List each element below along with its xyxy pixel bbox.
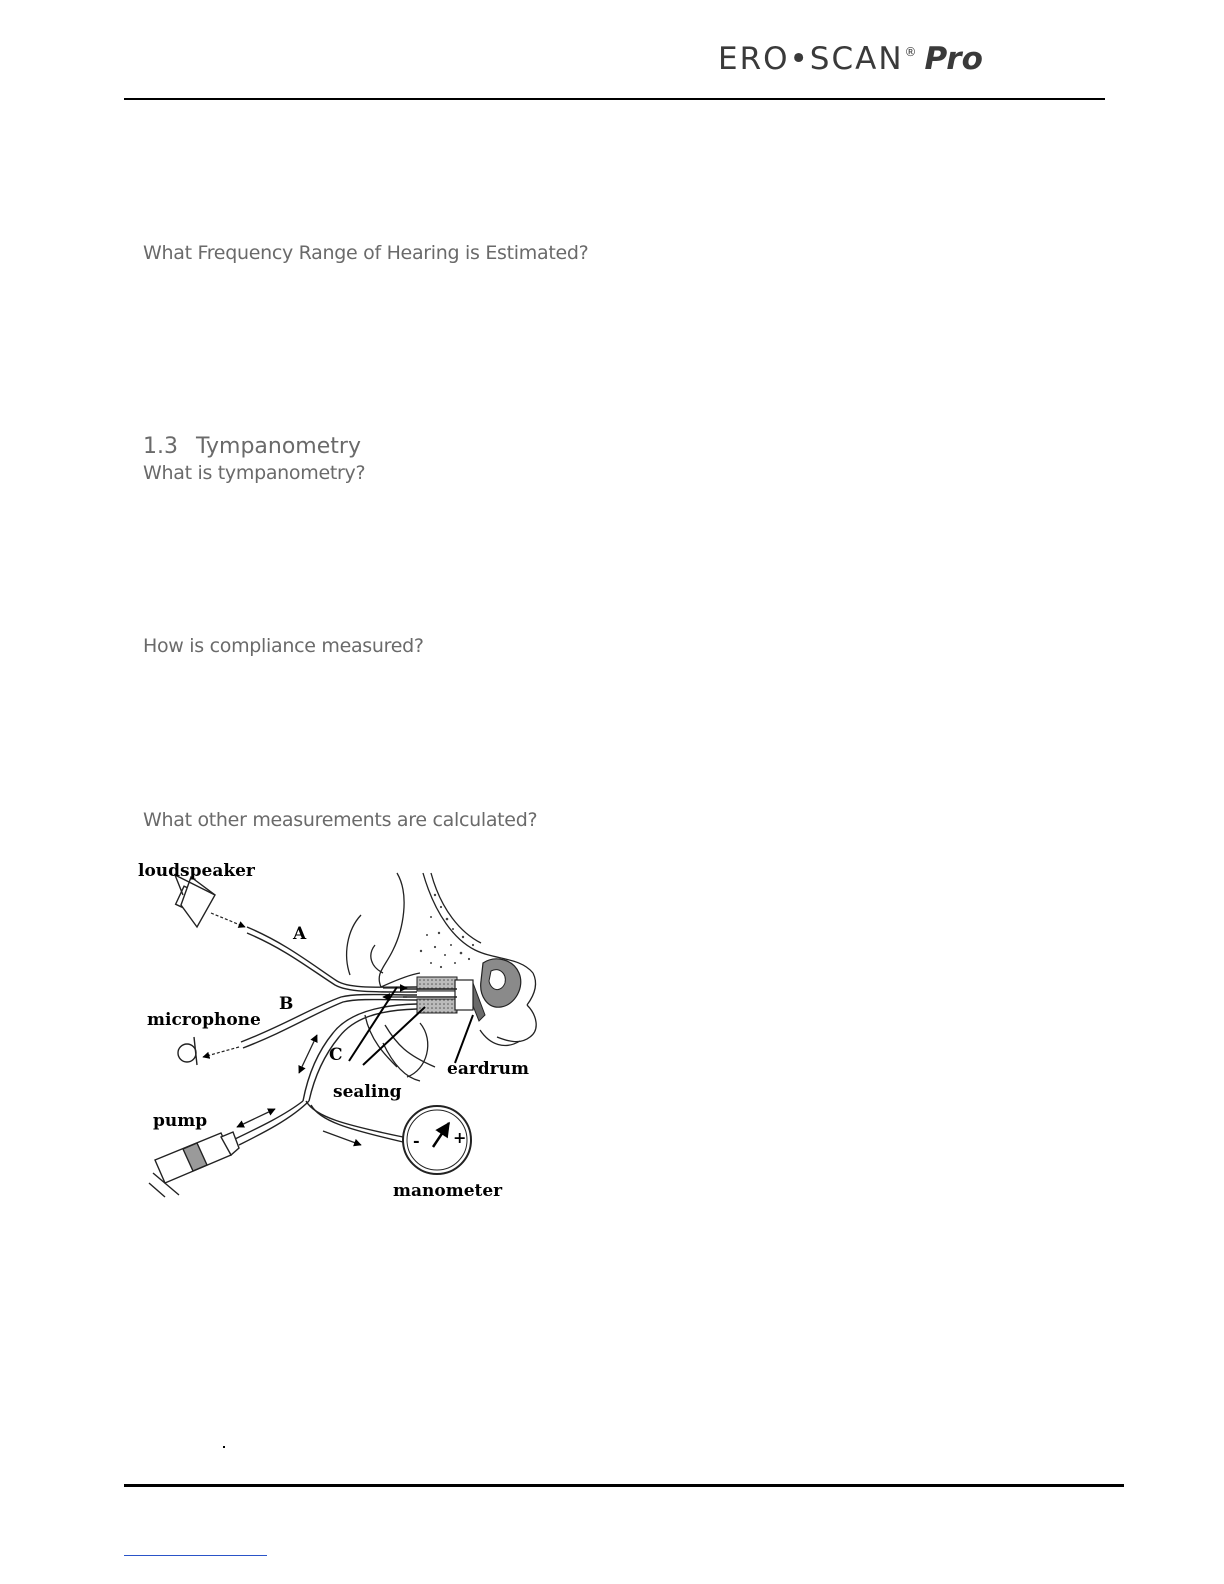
pump-icon xyxy=(149,1132,239,1197)
label-tube-b: B xyxy=(279,994,294,1014)
label-pump: pump xyxy=(153,1111,208,1131)
heading-other-measurements: What other measurements are calculated? xyxy=(143,809,538,831)
brand-name: ERO•SCAN xyxy=(718,41,904,77)
tympanometry-diagram xyxy=(135,855,545,1205)
heading-frequency-range: What Frequency Range of Hearing is Estimated? xyxy=(143,242,589,264)
loudspeaker-icon xyxy=(175,875,215,927)
label-manometer: manometer xyxy=(393,1181,503,1201)
brand-logo xyxy=(718,40,983,78)
section-number: 1.3 xyxy=(143,434,178,459)
section-title: Tympanometry xyxy=(196,434,361,459)
label-sealing: sealing xyxy=(333,1082,402,1102)
label-tube-a: A xyxy=(293,924,307,944)
bone-texture xyxy=(420,894,474,968)
header-divider xyxy=(124,98,1105,100)
label-eardrum: eardrum xyxy=(447,1059,529,1079)
middle-ear xyxy=(467,959,521,1021)
footer-link-underline[interactable] xyxy=(124,1555,267,1556)
brand-suffix: Pro xyxy=(924,41,983,77)
microphone-icon xyxy=(178,1037,197,1065)
tympanometry-diagram-svg xyxy=(135,855,545,1205)
section-heading xyxy=(143,434,361,459)
label-minus: - xyxy=(413,1131,420,1150)
heading-compliance: How is compliance measured? xyxy=(143,635,424,657)
stray-mark xyxy=(223,1446,225,1448)
label-tube-c: C xyxy=(329,1045,343,1065)
heading-what-is-tympanometry: What is tympanometry? xyxy=(143,462,366,484)
brand-registered-mark: ® xyxy=(904,45,917,59)
label-loudspeaker: loudspeaker xyxy=(138,861,255,881)
label-plus: + xyxy=(453,1128,467,1147)
label-microphone: microphone xyxy=(147,1010,261,1030)
footer-divider xyxy=(124,1484,1124,1487)
